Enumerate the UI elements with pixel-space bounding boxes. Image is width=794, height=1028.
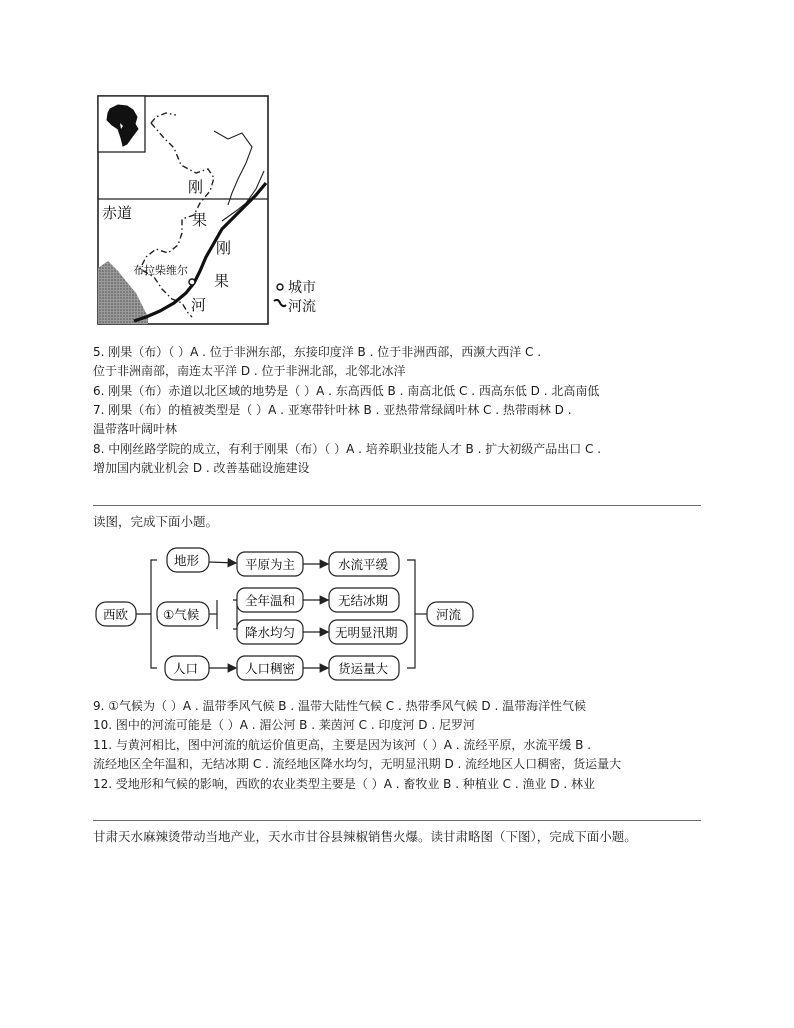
congo-map (96, 93, 332, 328)
question-line: 流经地区全年温和，无结冰期 C . 流经地区降水均匀，无明显汛期 D . 流经地区人口稠密，货运量大 (93, 757, 622, 771)
question-line: 10. 图中的河流可能是（ ）A . 湄公河 B . 莱茵河 C . 印度河 D . 尼罗河 (93, 718, 475, 732)
flow-diagram (93, 542, 505, 688)
section-intro: 甘肃天水麻辣烫带动当地产业，天水市甘谷县辣椒销售火爆。读甘肃略图（下图），完成下面小题。 (93, 829, 637, 844)
svg-text:平原为主: 平原为主 (245, 557, 296, 572)
question-line: 温带落叶阔叶林 (93, 422, 178, 436)
question-line: 9. ①气候为（ ）A . 温带季风气候 B . 温带大陆性气候 C . 热带季风气候 D . 温带海洋性气候 (93, 699, 587, 713)
svg-text:全年温和: 全年温和 (245, 593, 296, 608)
river-label-char: 果 (192, 211, 208, 229)
legend-river-icon (274, 300, 286, 306)
question-line: 8. 中刚丝路学院的成立，有利于刚果（布）（ ）A . 培养职业技能人才 B . 扩大初级产品出口 C . (93, 442, 602, 456)
flow-arrow (209, 562, 236, 563)
svg-text:人口: 人口 (173, 661, 199, 676)
svg-text:水流平缓: 水流平缓 (338, 557, 389, 572)
svg-text:降水均匀: 降水均匀 (245, 625, 296, 640)
section-intro: 读图，完成下面小题。 (93, 514, 219, 529)
question-line: 12. 受地形和气候的影响，西欧的农业类型主要是（ ）A . 畜牧业 B . 种植业 C . 渔业 D . 林业 (93, 777, 595, 791)
legend-city-label: 城市 (288, 280, 316, 296)
section-divider (93, 505, 701, 506)
svg-text:无明显汛期: 无明显汛期 (335, 625, 398, 640)
city-label: 布拉柴维尔 (133, 264, 188, 277)
river-label-char: 河 (191, 296, 207, 314)
legend-river-label: 河流 (288, 299, 316, 315)
svg-text:货运量大: 货运量大 (338, 661, 389, 676)
river-label-char: 刚 (188, 178, 204, 196)
section-divider (93, 820, 701, 821)
svg-text:①气候: ①气候 (163, 607, 200, 622)
svg-text:无结冰期: 无结冰期 (338, 593, 389, 608)
equator-label: 赤道 (102, 204, 133, 222)
question-line: 6. 刚果（布）赤道以北区域的地势是（ ）A . 东高西低 B . 南高北低 C . 西高东低 D . 北高南低 (93, 384, 600, 398)
svg-text:河流: 河流 (436, 607, 462, 622)
legend-city-icon (277, 284, 283, 290)
question-line: 增加国内就业机会 D . 改善基础设施建设 (93, 461, 310, 475)
svg-text:地形: 地形 (174, 553, 200, 568)
river-label-char: 果 (214, 272, 230, 290)
river-label-char: 刚 (216, 239, 232, 257)
svg-text:西欧: 西欧 (103, 607, 129, 622)
city-brazzaville-marker (189, 279, 195, 285)
question-line: 11. 与黄河相比，图中河流的航运价值更高，主要是因为该河（ ）A . 流经平原，水流平缓 B . (93, 738, 592, 752)
question-line: 7. 刚果（布）的植被类型是（ ）A . 亚寒带针叶林 B . 亚热带常绿阔叶林 C . 热带雨林 D . (93, 403, 572, 417)
question-line: 位于非洲南部，南连太平洋 D . 位于非洲北部，北邻北冰洋 (93, 364, 406, 378)
question-line: 5. 刚果（布）（ ）A . 位于非洲东部，东接印度洋 B . 位于非洲西部，西濒大西洋 C . (93, 345, 542, 359)
svg-text:人口稠密: 人口稠密 (245, 661, 296, 676)
